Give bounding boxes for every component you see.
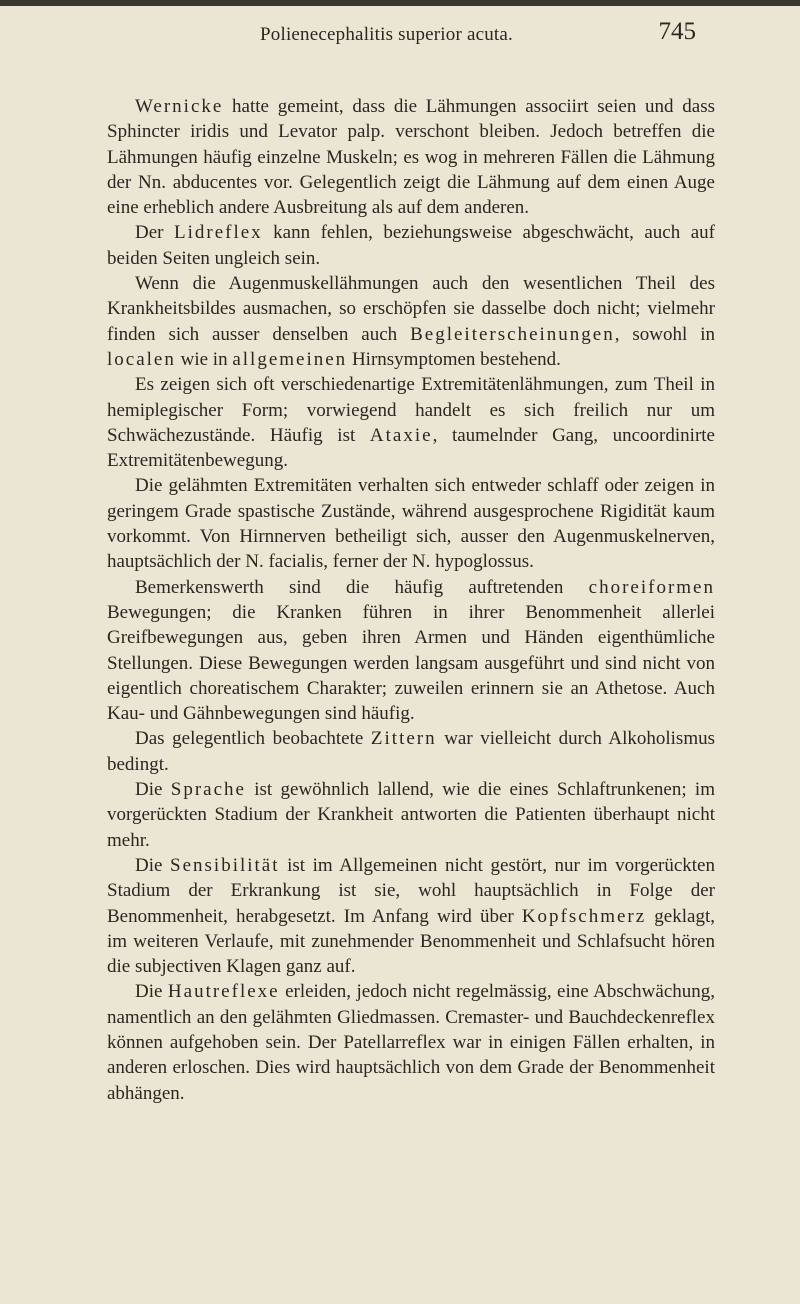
- paragraph: [107, 473, 715, 574]
- text-run: Bewegungen; die Kranken führen in ihrer Benommenheit allerlei Greifbewegungen aus, geben ihren Armen und Händen eigenthümliche Stellungen. Diese Bewegungen werden langsam ausgeführt und sind nicht von eigentlich choreatischem Charakter; zuweilen erinnern sie an Athetose. Auch Kau- und Gähnbewegungen sind häufig.: [107, 601, 715, 725]
- emphasized-term: choreiformen: [588, 576, 715, 598]
- emphasized-term: Hautreflexe: [167, 981, 280, 1003]
- text-run: ist gewöhnlich lallend, wie die eines Schlaftrunkenen; im vorgerückten Stadium der Krankheit antworten die Patienten überhaupt nicht mehr.: [107, 779, 715, 851]
- page-header: [120, 18, 720, 46]
- text-run: Wenn die Augenmuskellähmungen auch den wesentlichen Theil des Krankheitsbildes ausmachen, so erschöpfen sie dasselbe doch nicht; vielmehr finden sich ausser denselben auch: [107, 273, 715, 345]
- emphasized-term: Begleiterscheinungen: [410, 323, 615, 345]
- paragraph: [107, 372, 715, 473]
- paragraph: [107, 575, 715, 727]
- paragraph: [107, 220, 715, 271]
- text-run: kann fehlen, beziehungsweise abgeschwächt, auch auf beiden Seiten ungleich sein.: [107, 222, 715, 269]
- text-run: wie in: [175, 348, 233, 370]
- paragraph: [107, 777, 715, 853]
- running-title: Polienecephalitis superior acuta.: [260, 24, 513, 45]
- paragraph: [107, 726, 715, 777]
- text-run: , sowohl in: [614, 323, 715, 345]
- emphasized-term: Sprache: [170, 779, 246, 801]
- text-run: Hirnsymptomen bestehend.: [347, 348, 561, 370]
- emphasized-term: localen: [107, 348, 176, 370]
- paragraph: [107, 271, 715, 372]
- top-rule: [0, 0, 800, 6]
- page-number: 745: [658, 18, 696, 45]
- body-text: [107, 94, 715, 1106]
- text-run: hatte gemeint, dass die Lähmungen associirt seien und dass Sphincter iridis und Levator palp. verschont bleiben. Jedoch betreffen die Lähmungen häufig einzelne Muskeln; es wog in mehreren Fällen die Lähmung der Nn. abducentes vor. Gelegentlich zeigt die Lähmung auf dem einen Auge eine erheblich andere Ausbreitung als auf dem anderen.: [107, 96, 715, 219]
- text-run: Das gelegentlich beobachtete: [135, 728, 371, 750]
- text-run: Bemerkenswerth sind die häufig auftretenden: [135, 576, 589, 598]
- text-run: war vielleicht durch Alkoholismus bedingt.: [107, 728, 715, 775]
- paragraph: [107, 979, 715, 1105]
- text-run: Der: [135, 222, 174, 244]
- paragraph: [107, 94, 715, 220]
- paragraph: [107, 853, 715, 979]
- text-run: Die: [135, 981, 168, 1003]
- emphasized-term: Ataxie: [369, 424, 433, 446]
- text-run: erleiden, jedoch nicht regelmässig, eine Abschwächung, namentlich an den gelähmten Gliedmassen. Cremaster- und Bauchdeckenreflex können aufgehoben sein. Der Patellarreflex war in einigen Fällen erhalten, in anderen erloschen. Dies wird hauptsächlich von dem Grade der Benommenheit abhängen.: [107, 981, 715, 1104]
- text-run: ist im Allgemeinen nicht gestört, nur im vorgerückten Stadium der Erkrankung ist sie, wohl hauptsächlich in Folge der Benommenheit, herabgesetzt. Im Anfang wird über: [107, 854, 715, 927]
- text-run: Die gelähmten Extremitäten verhalten sich entweder schlaff oder zeigen in geringem Grade spastische Zustände, während ausgesprochene Rigidität kaum vorkommt. Von Hirnnerven betheiligt sich, ausser den Augenmuskelnerven, hauptsächlich der N. facialis, ferner der N. hypoglossus.: [107, 475, 715, 573]
- emphasized-term: Sensibilität: [170, 854, 280, 876]
- emphasized-term: Zittern: [370, 728, 437, 750]
- text-run: Es zeigen sich oft verschiedenartige Extremitätenlähmungen, zum Theil in hemiplegischer Form; vorwiegend handelt es sich freilich nur um Schwächezustände. Häufig ist: [107, 374, 715, 446]
- text-run: , taumelnder Gang, uncoordinirte Extremitätenbewegung.: [107, 424, 715, 472]
- emphasized-term: Kopfschmerz: [521, 905, 647, 927]
- text-run: geklagt, im weiteren Verlaufe, mit zunehmender Benommenheit und Schlafsucht hören die subjectiven Klagen ganz auf.: [107, 905, 715, 978]
- emphasized-term: Wernicke: [135, 96, 224, 117]
- text-run: Die: [135, 779, 171, 801]
- text-run: Die: [135, 854, 171, 876]
- emphasized-term: allgemeinen: [232, 348, 348, 370]
- emphasized-term: Lidreflex: [173, 222, 263, 244]
